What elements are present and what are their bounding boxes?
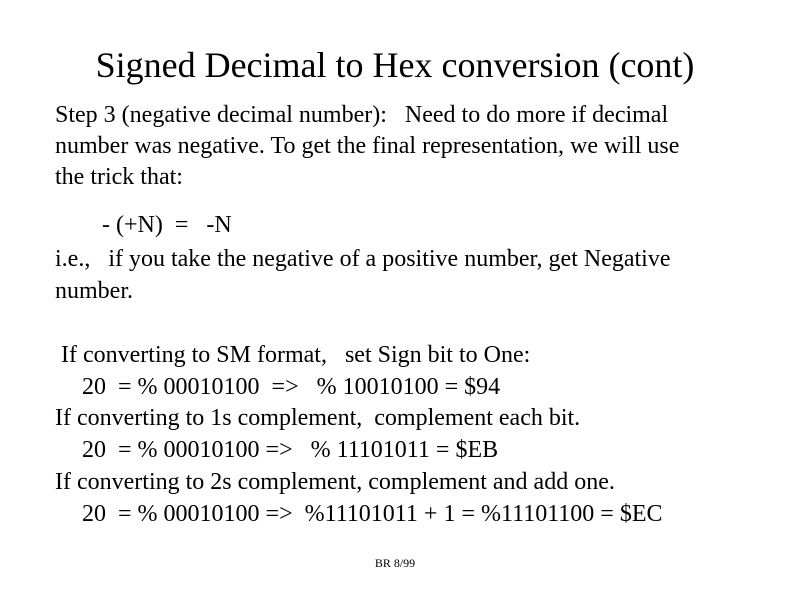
twos-complement-example: 20 = % 00010100 => %11101011 + 1 = %11101100 = $EC (70, 501, 663, 527)
explanation-line-1: i.e., if you take the negative of a positive number, get Negative (55, 246, 671, 272)
step3-line-2: number was negative. To get the final representation, we will use (55, 133, 680, 159)
slide-footer: BR 8/99 (374, 556, 416, 570)
explanation-line-2: number. (55, 278, 133, 304)
sm-format-example: 20 = % 00010100 => % 10010100 = $94 (70, 374, 501, 400)
twos-complement-heading: If converting to 2s complement, complement and add one. (55, 469, 615, 495)
step3-line-3: the trick that: (55, 164, 183, 190)
step3-line-1: Step 3 (negative decimal number): Need to do more if decimal (55, 102, 669, 128)
ones-complement-example: 20 = % 00010100 => % 11101011 = $EB (70, 437, 499, 463)
formula-line: - (+N) = -N (102, 212, 232, 238)
slide-title: Signed Decimal to Hex conversion (cont) (95, 45, 695, 85)
ones-complement-heading: If converting to 1s complement, complement each bit. (55, 405, 581, 431)
sm-format-heading: If converting to SM format, set Sign bit to One: (55, 342, 531, 368)
